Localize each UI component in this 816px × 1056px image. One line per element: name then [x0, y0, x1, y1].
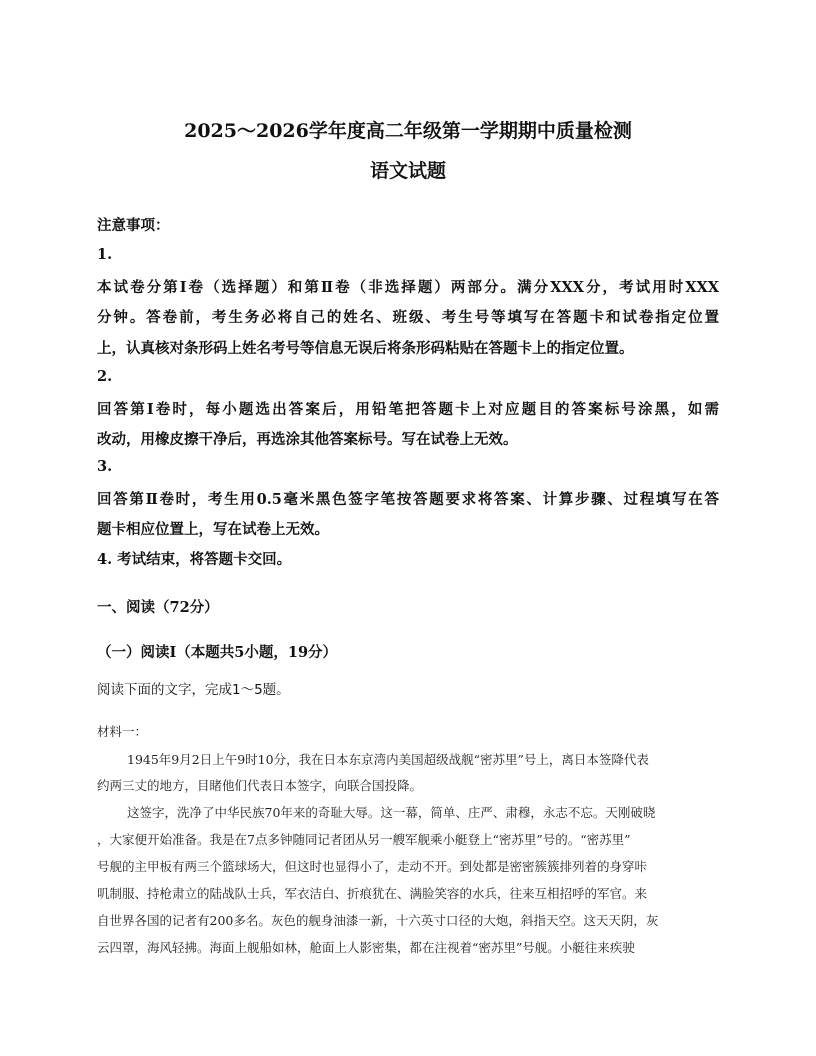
- material-p2-line-3: 号舰的主甲板有两三个篮球场大，但这时也显得小了，走动不开。到处都是密密簇簇排列着的身穿咔: [97, 859, 648, 874]
- notice-item-1-line-2: 分钟。答卷前，考生务必将自己的姓名、班级、考生号等填写在答题卡和试卷指定位置: [97, 309, 719, 326]
- notice-item-2-line-1: 回答第Ⅰ卷时，每小题选出答案后，用铅笔把答题卡上对应题目的答案标号涂黑，如需: [97, 401, 719, 418]
- notice-item-1-line-1: 本试卷分第Ⅰ卷（选择题）和第Ⅱ卷（非选择题）两部分。满分XXX分，考试用时XXX: [97, 279, 719, 296]
- notice-item-1-number: 1.: [97, 246, 113, 263]
- notice-item-3-line-2: 题卡相应位置上，写在试卷上无效。: [97, 521, 329, 538]
- notice-item-3-line-1: 回答第Ⅱ卷时，考生用0.5毫米黑色签字笔按答题要求将答案、计算步骤、过程填写在答: [97, 491, 719, 508]
- notice-item-4: 4. 考试结束，将答题卡交回。: [97, 551, 292, 568]
- section-subheading: （一）阅读Ⅰ（本题共5小题，19分）: [97, 644, 338, 661]
- notice-item-2-line-2: 改动，用橡皮擦干净后，再选涂其他答案标号。写在试卷上无效。: [97, 431, 518, 448]
- notice-heading: 注意事项：: [97, 217, 170, 234]
- material-p2-line-2: ，大家便开始准备。我是在7点多钟随同记者团从另一艘军舰乘小艇登上“密苏里”号的。“密苏里”: [97, 832, 631, 847]
- material-p2-line-5: 自世界各国的记者有200多名。灰色的舰身油漆一新，十六英寸口径的大炮，斜指天空。这天天阴，灰: [97, 913, 659, 928]
- material-p2-line-4: 叽制服、持枪肃立的陆战队士兵，军衣洁白、折痕犹在、满脸笑容的水兵，往来互相招呼的军官。来: [97, 886, 648, 901]
- material-p1-line-1: 1945年9月2日上午9时10分，我在日本东京湾内美国超级战舰“密苏里”号上，离日本签降代表: [127, 752, 649, 767]
- material-label: 材料一：: [97, 724, 148, 739]
- document-subtitle: 语文试题: [369, 160, 446, 182]
- section-heading: 一、阅读（72分）: [97, 599, 219, 616]
- material-p2-line-6: 云四罩，海风轻拂。海面上舰船如林，舱面上人影密集，都在注视着“密苏里”号舰。小艇往来疾驶: [97, 940, 635, 955]
- notice-item-1-line-3: 上，认真核对条形码上姓名考号等信息无误后将条形码粘贴在答题卡上的指定位置。: [97, 340, 634, 357]
- notice-item-3-number: 3.: [97, 458, 113, 475]
- notice-item-2-number: 2.: [97, 368, 113, 385]
- section-instruction: 阅读下面的文字，完成1～5题。: [97, 682, 290, 698]
- material-p2-line-1: 这签字，洗净了中华民族70年来的奇耻大辱。这一幕，简单、庄严、肃穆，永志不忘。天刚破晓: [127, 805, 656, 820]
- material-p1-line-2: 约两三丈的地方，目睹他们代表日本签字，向联合国投降。: [97, 778, 423, 793]
- document-title: 2025～2026学年度高二年级第一学期期中质量检测: [184, 120, 632, 142]
